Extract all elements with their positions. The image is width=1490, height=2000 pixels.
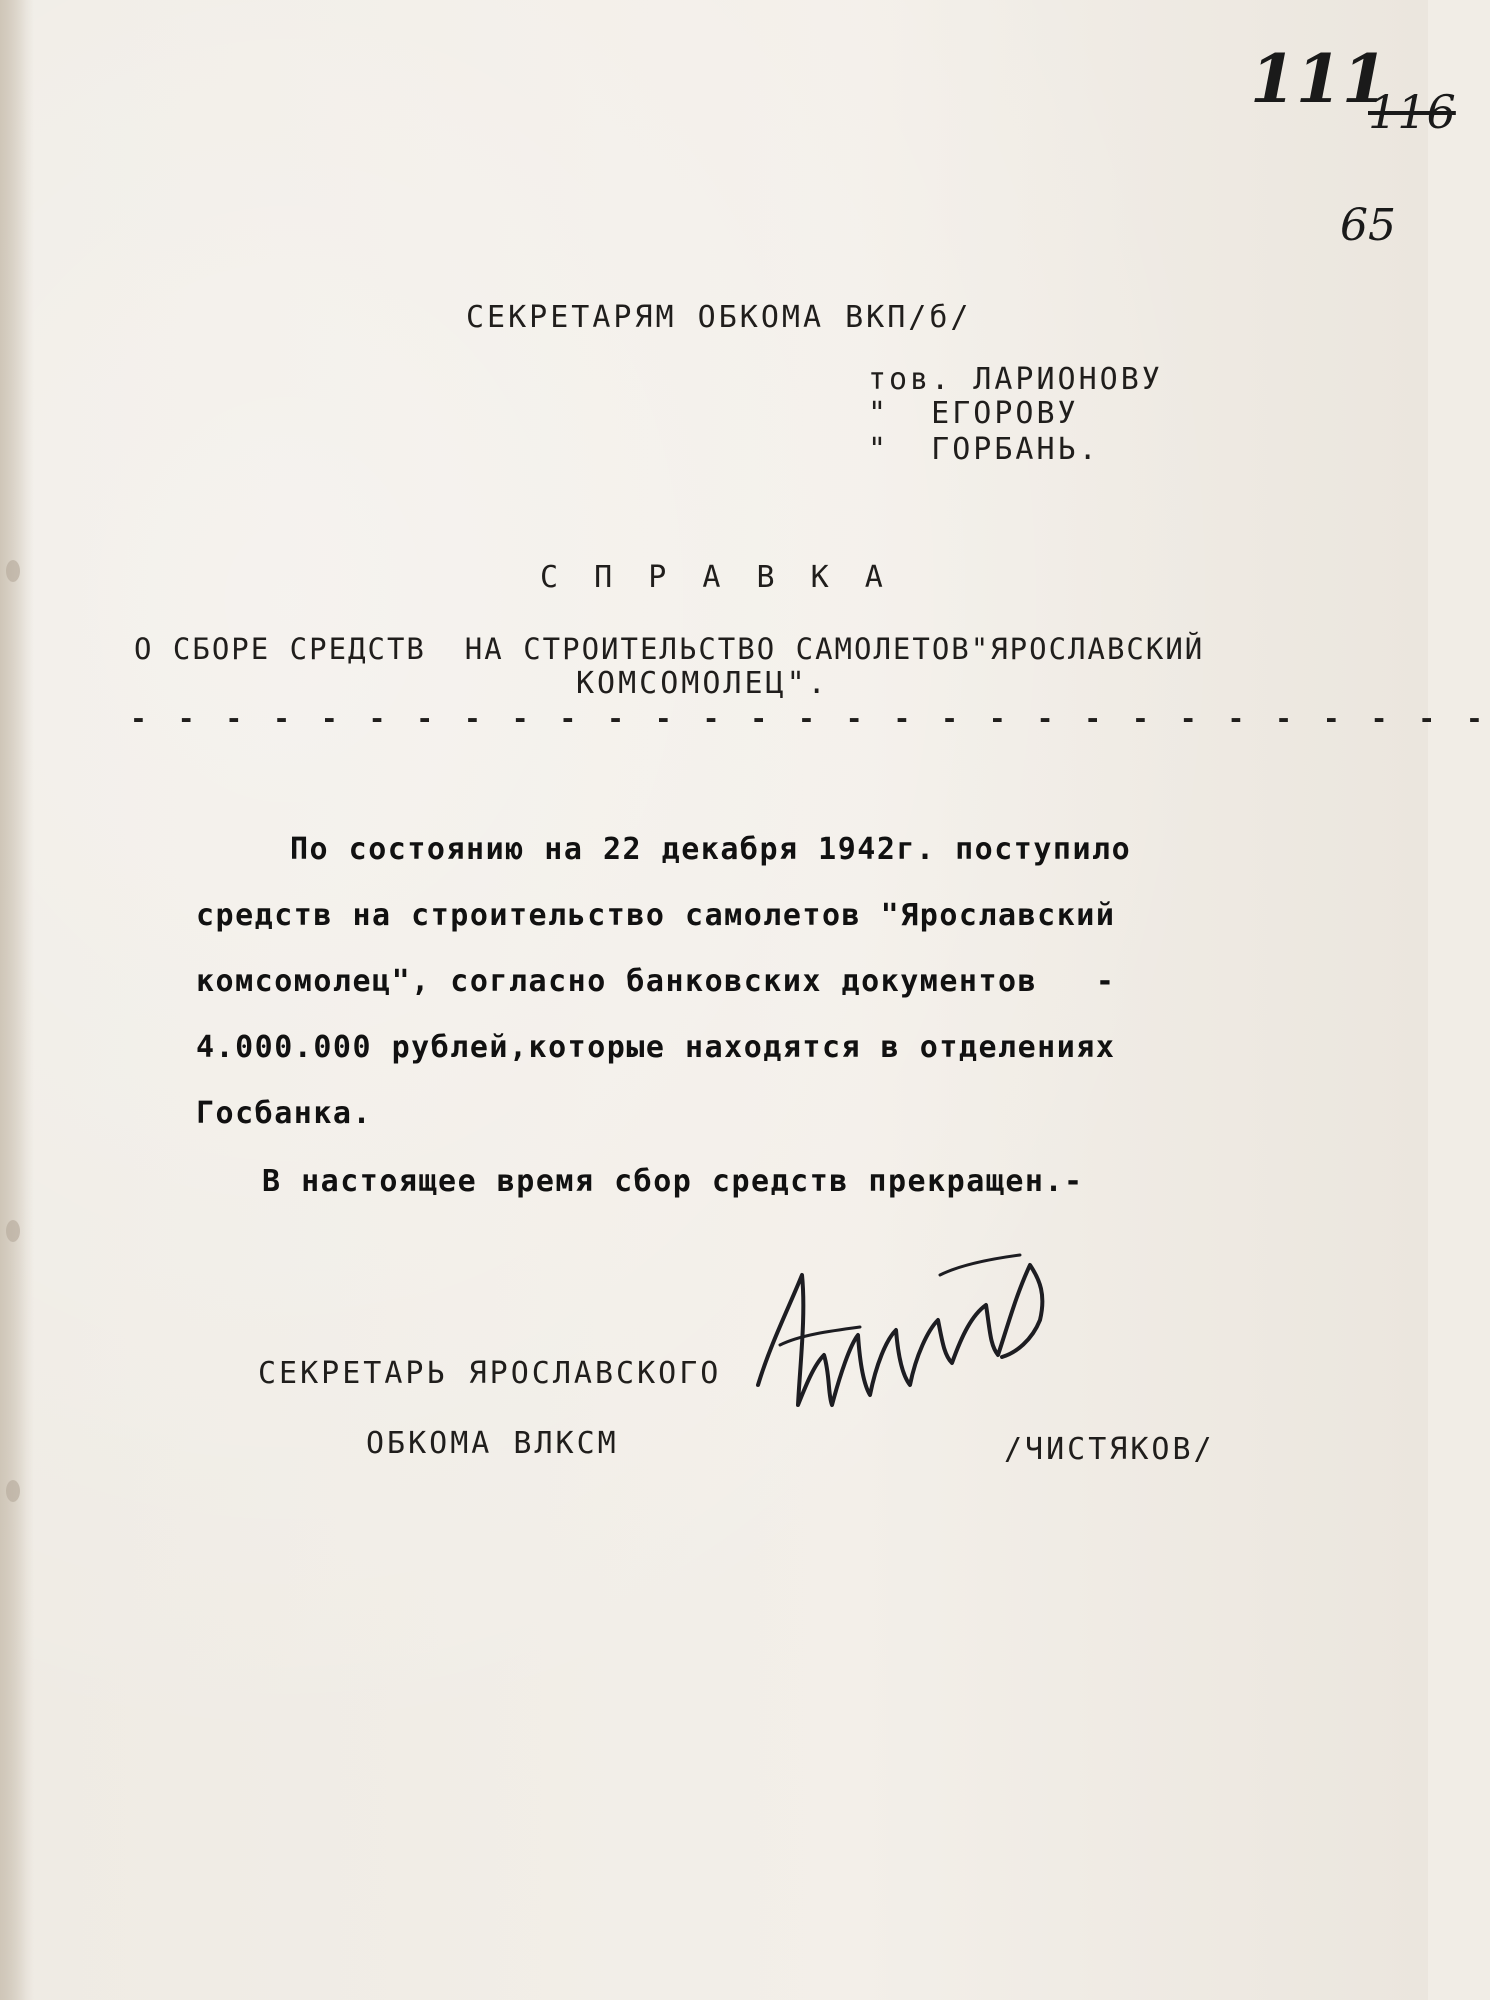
addressee-line: тов. ЛАРИОНОВУ (868, 362, 1163, 397)
binding-hole (6, 1480, 20, 1502)
body-line: В настоящее время сбор средств прекращен.- (262, 1164, 1084, 1199)
body-line: 4.000.000 рублей,которые находятся в отделениях (196, 1030, 1116, 1065)
body-line: По состоянию на 22 декабря 1942г. поступило (290, 832, 1132, 867)
archive-page-number: 65 (1340, 200, 1396, 251)
archive-old-sheet-number: 116 (1368, 85, 1456, 139)
body-line: средств на строительство самолетов "Ярославский (196, 898, 1116, 933)
archive-sheet-number: 111 (1250, 40, 1388, 118)
addressee-line: СЕКРЕТАРЯМ ОБКОМА ВКП/б/ (466, 300, 972, 335)
body-line: Госбанка. (196, 1096, 373, 1131)
subject-line: КОМСОМОЛЕЦ". (576, 666, 829, 701)
binding-edge (0, 0, 34, 2000)
addressee-line: " ЕГОРОВУ (868, 396, 1079, 431)
body-line: комсомолец", согласно банковских документов - (196, 964, 1116, 999)
binding-hole (6, 560, 20, 582)
document-heading: С П Р А В К А (540, 560, 892, 595)
signer-name: /ЧИСТЯКОВ/ (1004, 1432, 1215, 1467)
dashed-rule: - - - - - - - - - - - - - - - - - - - - - - - - - - - - - (130, 702, 1490, 735)
subject-line: О СБОРЕ СРЕДСТВ НА СТРОИТЕЛЬСТВО САМОЛЕТОВ"ЯРОСЛАВСКИЙ (134, 632, 1205, 666)
signer-position: СЕКРЕТАРЬ ЯРОСЛАВСКОГО (258, 1356, 722, 1391)
addressee-line: " ГОРБАНЬ. (868, 432, 1100, 467)
handwritten-signature (740, 1235, 1100, 1435)
binding-hole (6, 1220, 20, 1242)
signer-position: ОБКОМА ВЛКСМ (366, 1426, 619, 1461)
